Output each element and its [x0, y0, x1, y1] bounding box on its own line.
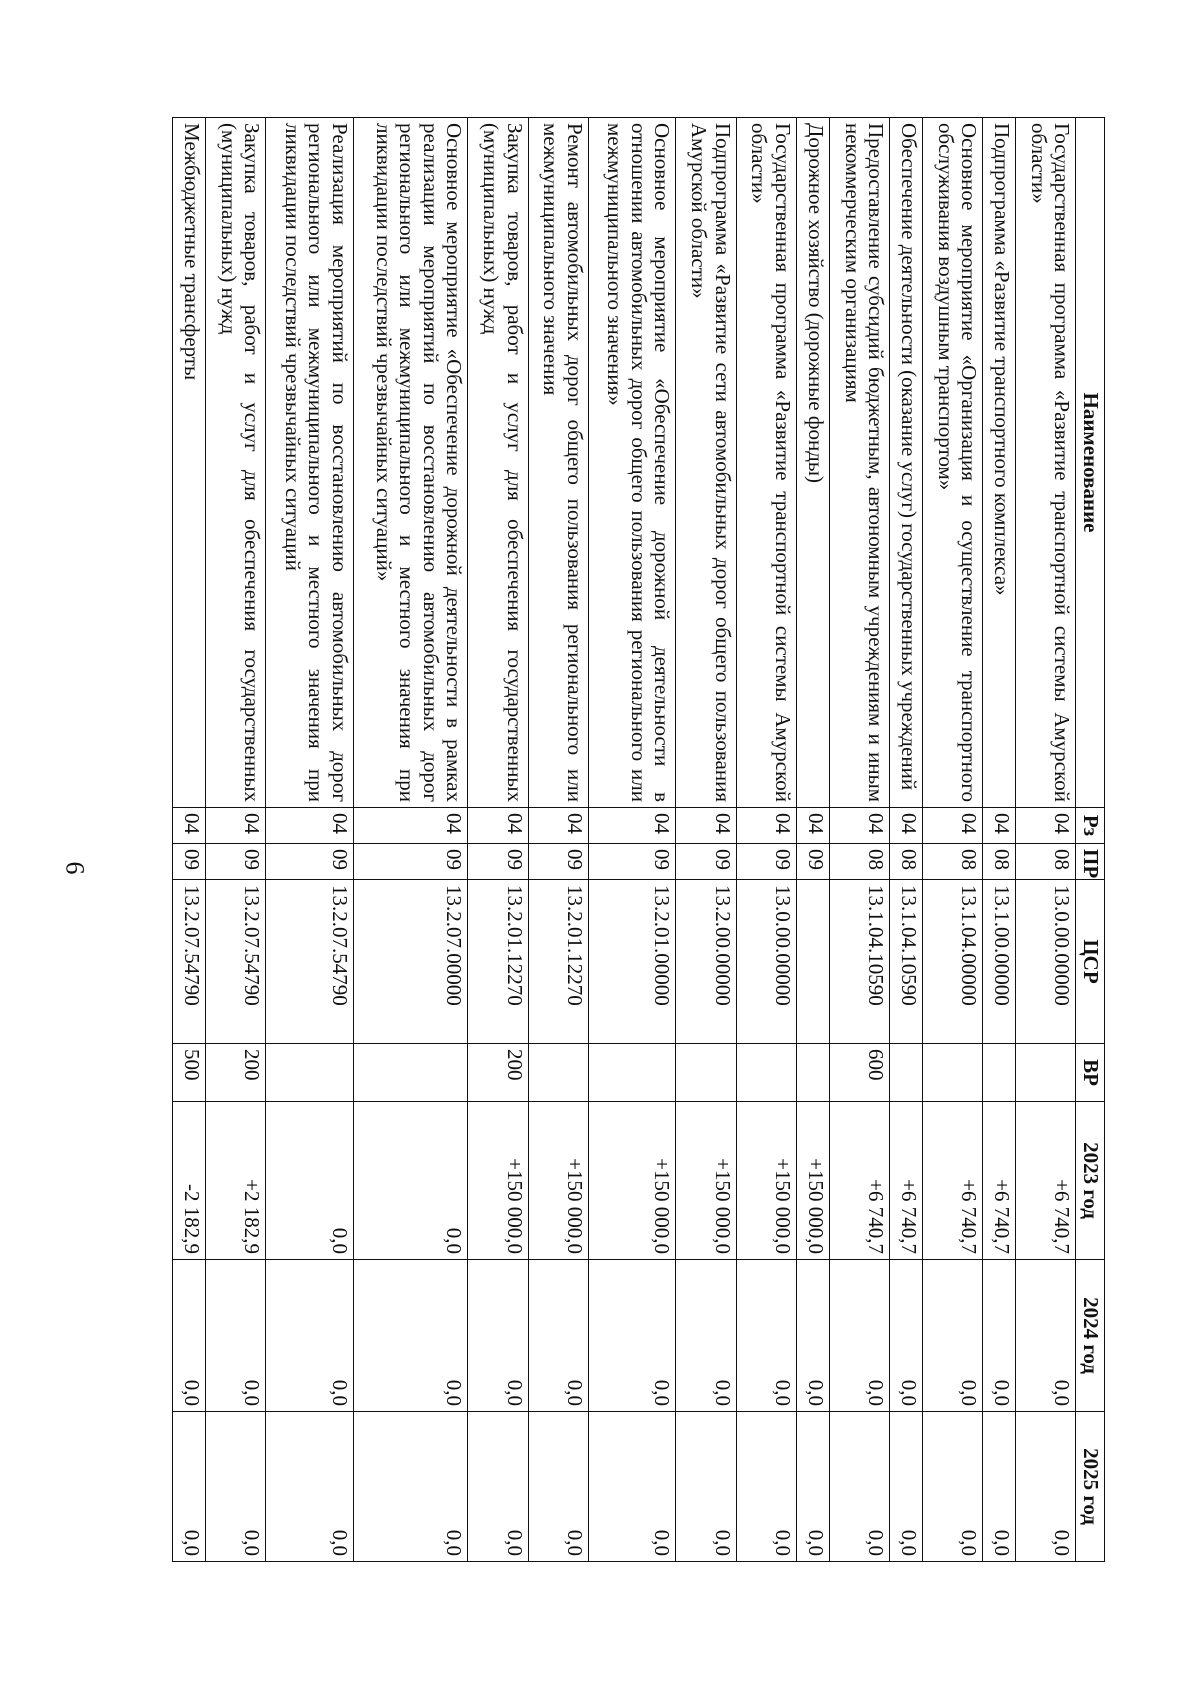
row-vr [588, 1044, 675, 1102]
row-pr: 09 [796, 844, 829, 880]
row-csr: 13.1.04.10590 [829, 880, 889, 1044]
row-2024: 0,0 [796, 1260, 829, 1412]
row-2025: 0,0 [353, 1412, 468, 1562]
row-rz: 04 [1016, 808, 1076, 844]
row-rz: 04 [206, 808, 266, 844]
header-pr: ПР [1076, 844, 1105, 880]
row-2025: 0,0 [206, 1412, 266, 1562]
table-row [736, 118, 796, 1562]
row-pr: 09 [528, 844, 588, 880]
row-name: Подпрограмма «Развитие транспортного комплекса» [983, 118, 1016, 808]
row-2024: 0,0 [923, 1260, 983, 1412]
row-pr: 08 [923, 844, 983, 880]
row-2024: 0,0 [266, 1260, 353, 1412]
row-2025: 0,0 [173, 1412, 206, 1562]
row-2024: 0,0 [736, 1260, 796, 1412]
table-row [173, 118, 206, 1562]
row-2025: 0,0 [829, 1412, 889, 1562]
row-2025: 0,0 [890, 1412, 923, 1562]
row-pr: 08 [1016, 844, 1076, 880]
table-row [1016, 118, 1076, 1562]
row-2023: +150 000,0 [796, 1102, 829, 1260]
table-row [468, 118, 528, 1562]
row-vr [353, 1044, 468, 1102]
row-pr: 08 [890, 844, 923, 880]
table-row [890, 118, 923, 1562]
row-2024: 0,0 [173, 1260, 206, 1412]
header-name: Наименование [1076, 118, 1105, 808]
header-2023: 2023 год [1076, 1102, 1105, 1260]
row-2024: 0,0 [353, 1260, 468, 1412]
table-row [676, 118, 736, 1562]
row-2025: 0,0 [528, 1412, 588, 1562]
row-csr: 13.2.07.54790 [173, 880, 206, 1044]
row-rz: 04 [353, 808, 468, 844]
row-vr [266, 1044, 353, 1102]
row-rz: 04 [923, 808, 983, 844]
row-vr: 500 [173, 1044, 206, 1102]
row-rz: 04 [983, 808, 1016, 844]
row-2024: 0,0 [528, 1260, 588, 1412]
row-2025: 0,0 [676, 1412, 736, 1562]
row-2023: +6 740,7 [890, 1102, 923, 1260]
row-2025: 0,0 [796, 1412, 829, 1562]
table-body [173, 118, 1076, 1562]
row-name: Межбюджетные трансферты [173, 118, 206, 808]
header-rz: Рз [1076, 808, 1105, 844]
row-vr [890, 1044, 923, 1102]
row-2023: 0,0 [266, 1102, 353, 1260]
header-csr: ЦСР [1076, 880, 1105, 1044]
row-pr: 08 [983, 844, 1016, 880]
row-csr: 13.0.00.00000 [1016, 880, 1076, 1044]
row-csr: 13.2.01.00000 [588, 880, 675, 1044]
row-2025: 0,0 [1016, 1412, 1076, 1562]
row-2024: 0,0 [468, 1260, 528, 1412]
row-2025: 0,0 [923, 1412, 983, 1562]
row-vr [736, 1044, 796, 1102]
row-name: Основное мероприятие «Организация и осуществление транспортного обслуживания воздушным транспортом» [923, 118, 983, 808]
row-2023: 0,0 [353, 1102, 468, 1260]
row-name: Предоставление субсидий бюджетным, автономным учреждениям и иным некоммерческим организациям [829, 118, 889, 808]
row-name: Закупка товаров, работ и услуг для обеспечения государственных (муниципальных) нужд [206, 118, 266, 808]
row-2024: 0,0 [676, 1260, 736, 1412]
row-2024: 0,0 [983, 1260, 1016, 1412]
row-csr: 13.2.01.12270 [528, 880, 588, 1044]
row-csr: 13.1.04.10590 [890, 880, 923, 1044]
row-name: Дорожное хозяйство (дорожные фонды) [796, 118, 829, 808]
table-row [796, 118, 829, 1562]
table-row [266, 118, 353, 1562]
row-2024: 0,0 [588, 1260, 675, 1412]
row-rz: 04 [736, 808, 796, 844]
row-name: Основное мероприятие «Обеспечение дорожной деятельности в рамках реализации мероприятий по восстановлению автомобильных дорог регионального или межмуниципального и местного значения при ликвидации последствий чрезвычайных ситуаций» [353, 118, 468, 808]
row-2023: +150 000,0 [528, 1102, 588, 1260]
row-rz: 04 [468, 808, 528, 844]
row-2023: +6 740,7 [829, 1102, 889, 1260]
row-csr: 13.2.01.12270 [468, 880, 528, 1044]
row-vr [676, 1044, 736, 1102]
row-vr: 200 [468, 1044, 528, 1102]
row-2023: +6 740,7 [923, 1102, 983, 1260]
row-name: Реализация мероприятий по восстановлению автомобильных дорог регионального или межмуниципального и местного значения при ликвидации последствий чрезвычайных ситуаций [266, 118, 353, 808]
row-pr: 09 [173, 844, 206, 880]
row-2023: +150 000,0 [468, 1102, 528, 1260]
row-csr [796, 880, 829, 1044]
row-2023: +2 182,9 [206, 1102, 266, 1260]
row-name: Обеспечение деятельности (оказание услуг) государственных учреждений [890, 118, 923, 808]
row-csr: 13.0.00.00000 [736, 880, 796, 1044]
row-vr [528, 1044, 588, 1102]
budget-table-sheet [172, 117, 1105, 1561]
row-vr: 600 [829, 1044, 889, 1102]
row-csr: 13.2.07.00000 [353, 880, 468, 1044]
row-vr [983, 1044, 1016, 1102]
row-2025: 0,0 [736, 1412, 796, 1562]
row-pr: 09 [353, 844, 468, 880]
row-2023: +150 000,0 [588, 1102, 675, 1260]
table-row [829, 118, 889, 1562]
row-2025: 0,0 [983, 1412, 1016, 1562]
row-2024: 0,0 [1016, 1260, 1076, 1412]
header-2024: 2024 год [1076, 1260, 1105, 1412]
row-rz: 04 [676, 808, 736, 844]
row-vr: 200 [206, 1044, 266, 1102]
table-row [353, 118, 468, 1562]
row-2024: 0,0 [206, 1260, 266, 1412]
table-row [588, 118, 675, 1562]
header-vr: ВР [1076, 1044, 1105, 1102]
row-rz: 04 [796, 808, 829, 844]
table-header-row [1076, 118, 1105, 1562]
row-csr: 13.2.07.54790 [266, 880, 353, 1044]
row-rz: 04 [588, 808, 675, 844]
row-name: Подпрограмма «Развитие сети автомобильных дорог общего пользования Амурской области» [676, 118, 736, 808]
row-pr: 08 [829, 844, 889, 880]
row-name: Государственная программа «Развитие транспортной системы Амурской области» [1016, 118, 1076, 808]
row-pr: 09 [206, 844, 266, 880]
row-rz: 04 [266, 808, 353, 844]
header-2025: 2025 год [1076, 1412, 1105, 1562]
row-rz: 04 [829, 808, 889, 844]
row-vr [1016, 1044, 1076, 1102]
budget-table [172, 117, 1105, 1562]
row-2023: +150 000,0 [676, 1102, 736, 1260]
row-2024: 0,0 [890, 1260, 923, 1412]
row-2023: -2 182,9 [173, 1102, 206, 1260]
row-rz: 04 [890, 808, 923, 844]
row-csr: 13.2.00.00000 [676, 880, 736, 1044]
row-pr: 09 [468, 844, 528, 880]
row-pr: 09 [676, 844, 736, 880]
row-2023: +6 740,7 [983, 1102, 1016, 1260]
row-vr [796, 1044, 829, 1102]
table-row [983, 118, 1016, 1562]
row-name: Ремонт автомобильных дорог общего пользования регионального или межмуниципального значения [528, 118, 588, 808]
row-name: Государственная программа «Развитие транспортной системы Амурской области» [736, 118, 796, 808]
row-rz: 04 [528, 808, 588, 844]
row-csr: 13.2.07.54790 [206, 880, 266, 1044]
page-number: 6 [60, 861, 90, 875]
table-row [923, 118, 983, 1562]
row-pr: 09 [266, 844, 353, 880]
row-2025: 0,0 [588, 1412, 675, 1562]
row-name: Основное мероприятие «Обеспечение дорожной деятельности в отношении автомобильных дорог общего пользования регионального или межмуниципального значения» [588, 118, 675, 808]
row-2024: 0,0 [829, 1260, 889, 1412]
row-2023: +6 740,7 [1016, 1102, 1076, 1260]
row-csr: 13.1.00.00000 [983, 880, 1016, 1044]
row-name: Закупка товаров, работ и услуг для обеспечения государственных (муниципальных) нужд [468, 118, 528, 808]
row-vr [923, 1044, 983, 1102]
row-2023: +150 000,0 [736, 1102, 796, 1260]
row-pr: 09 [588, 844, 675, 880]
row-2025: 0,0 [468, 1412, 528, 1562]
row-2025: 0,0 [266, 1412, 353, 1562]
row-pr: 09 [736, 844, 796, 880]
row-csr: 13.1.04.00000 [923, 880, 983, 1044]
row-rz: 04 [173, 808, 206, 844]
table-row [206, 118, 266, 1562]
table-row [528, 118, 588, 1562]
